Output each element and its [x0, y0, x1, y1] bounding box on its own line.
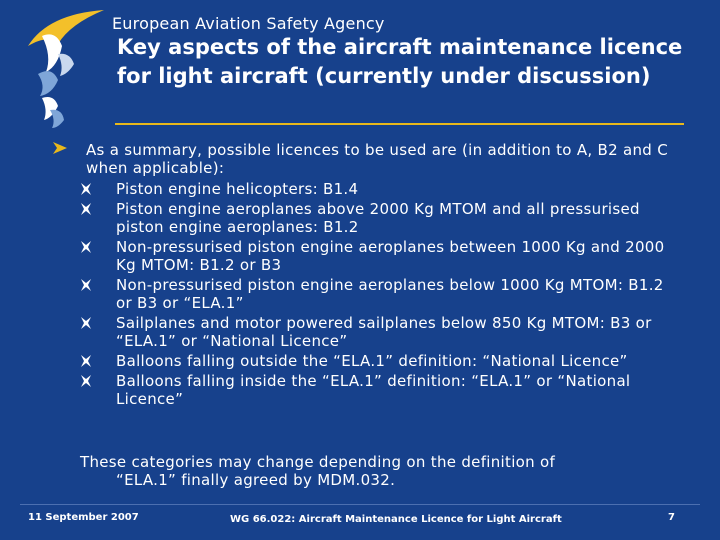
footer-reference: WG 66.022: Aircraft Maintenance Licence for Light Aircraft	[230, 514, 562, 525]
closing-note-line1: These categories may change depending on the definition of	[80, 453, 556, 471]
list-item-text: Balloons falling outside the “ELA.1” definition: “National Licence”	[116, 352, 628, 370]
star-bullet-icon	[80, 241, 92, 253]
easa-logo	[18, 6, 110, 130]
title-underline	[115, 123, 684, 125]
list-item-text: Non-pressurised piston engine aeroplanes between 1000 Kg and 2000 Kg MTOM: B1.2 or B3	[116, 238, 665, 274]
list-item-text: Piston engine aeroplanes above 2000 Kg MTOM and all pressurised piston engine aeroplanes: B1.2	[116, 200, 640, 236]
star-bullet-icon	[80, 279, 92, 291]
list-item	[76, 372, 676, 408]
star-bullet-icon	[80, 183, 92, 195]
list-item	[76, 352, 676, 370]
footer-divider	[20, 504, 700, 505]
list-item	[76, 238, 676, 274]
list-item	[76, 200, 676, 236]
gold-arrow-bullet-icon	[52, 141, 68, 155]
list-item-text: Sailplanes and motor powered sailplanes below 850 Kg MTOM: B3 or “ELA.1” or “National Licence”	[116, 314, 652, 350]
list-item	[76, 314, 676, 350]
list-item	[76, 180, 676, 198]
summary-intro: As a summary, possible licences to be used are (in addition to A, B2 and C when applicable):	[86, 141, 668, 177]
closing-note	[80, 453, 680, 489]
star-bullet-icon	[80, 355, 92, 367]
list-item	[76, 276, 676, 312]
star-bullet-icon	[80, 375, 92, 387]
page-number: 7	[668, 512, 675, 523]
closing-note-line2: “ELA.1” finally agreed by MDM.032.	[116, 471, 396, 489]
list-item-text: Piston engine helicopters: B1.4	[116, 180, 359, 198]
star-bullet-icon	[80, 317, 92, 329]
star-bullet-icon	[80, 203, 92, 215]
agency-name: European Aviation Safety Agency	[112, 14, 385, 33]
footer-date: 11 September 2007	[28, 512, 139, 523]
list-item-text: Balloons falling inside the “ELA.1” definition: “ELA.1” or “National Licence”	[116, 372, 631, 408]
licence-list	[76, 180, 676, 410]
list-item-text: Non-pressurised piston engine aeroplanes below 1000 Kg MTOM: B1.2 or B3 or “ELA.1”	[116, 276, 664, 312]
slide-title: Key aspects of the aircraft maintenance licence for light aircraft (currently under discussion)	[117, 35, 683, 88]
